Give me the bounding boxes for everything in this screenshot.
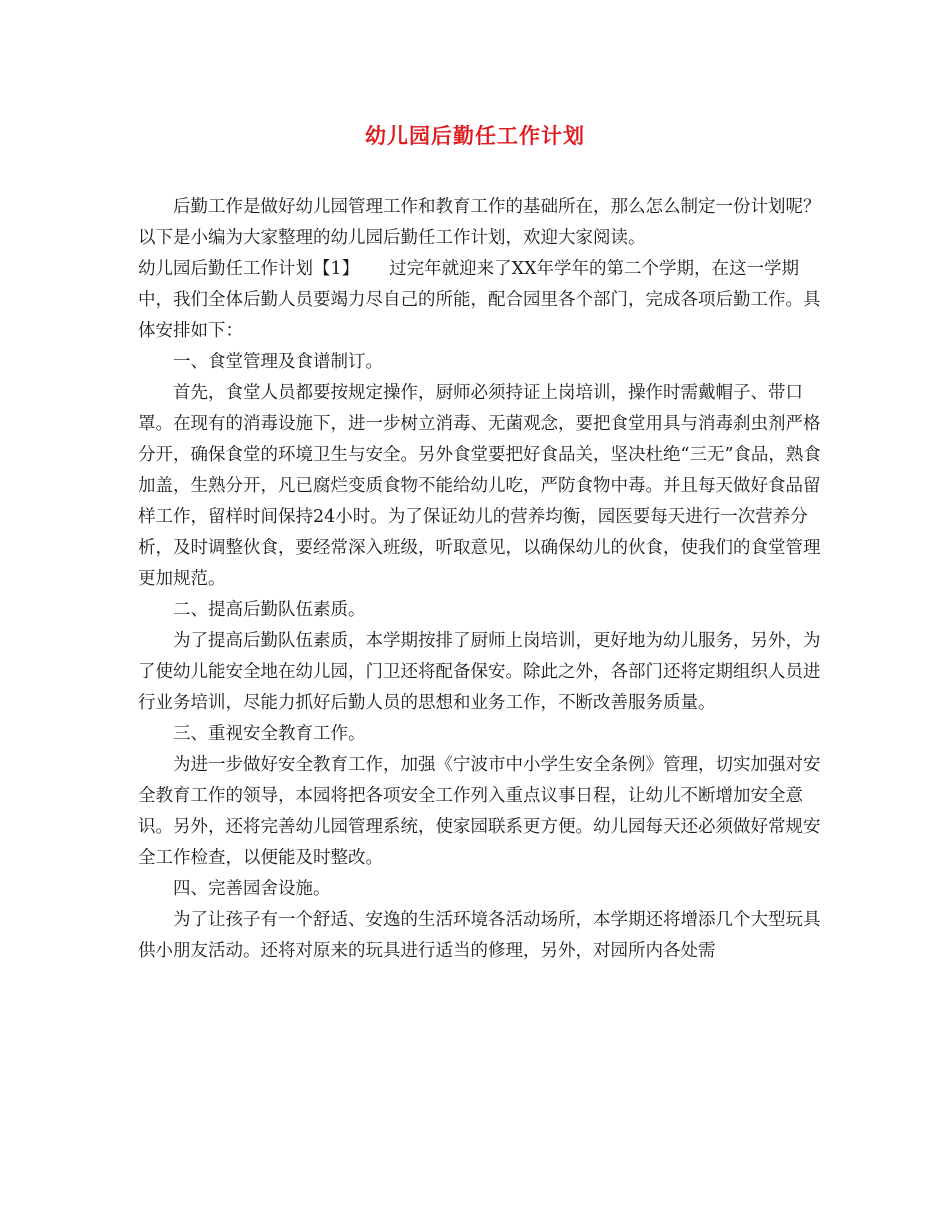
section-paragraph: [138, 254, 828, 347]
heading-facilities: 四、完善园舍设施。: [173, 879, 331, 899]
section-label: 幼儿园后勤任工作计划【1】: [138, 259, 360, 279]
paragraph-canteen: 首先，食堂人员都要按规定操作，厨师必须持证上岗培训，操作时需戴帽子、带口罩。在现有的消毒设施下，进一步树立消毒、无菌观念，要把食堂用具与消毒刹虫剂严格分开，确保食堂的环境卫生与安全。另外食堂要把好食品关，坚决杜绝“三无”食品，熟食加盖，生熟分开，凡已腐烂变质食物不能给幼儿吃，严防食物中毒。并且每天做好食品留样工作，留样时间保持24小时。为了保证幼儿的营养均衡，园医要每天进行一次营养分析，及时调整伙食，要经常深入班级，听取意见，以确保幼儿的伙食，使我们的食堂管理更加规范。: [138, 383, 821, 589]
section-opening: 过完年就迎来了XX年学年的第二个学期，在这一学期中，我们全体后勤人员要竭力尽自己的所能，配合园里各个部门，完成各项后勤工作。具体安排如下：: [138, 259, 821, 341]
heading-safety: 三、重视安全教育工作。: [173, 724, 366, 744]
paragraph-facilities: 为了让孩子有一个舒适、安逸的生活环境各活动场所，本学期还将增添几个大型玩具供小朋友活动。还将对原来的玩具进行适当的修理，另外，对园所内各处需: [138, 910, 821, 961]
heading-staff: 二、提高后勤队伍素质。: [173, 600, 366, 620]
heading-canteen: 一、食堂管理及食谱制订。: [173, 352, 383, 372]
paragraph-safety: 为进一步做好安全教育工作，加强《宁波市中小学生安全条例》管理，切实加强对安全教育工作的领导，本园将把各项安全工作列入重点议事日程，让幼儿不断增加安全意识。另外，还将完善幼儿园管理系统，使家园联系更方便。幼儿园每天还必须做好常规安全工作检查，以便能及时整改。: [138, 755, 821, 868]
document-title: 幼儿园后勤任工作计划: [365, 123, 585, 148]
paragraph-staff: 为了提高后勤队伍素质，本学期按排了厨师上岗培训，更好地为幼儿服务，另外，为了使幼儿能安全地在幼儿园，门卫还将配备保安。除此之外，各部门还将定期组织人员进行业务培训，尽能力抓好后勤人员的思想和业务工作，不断改善服务质量。: [138, 631, 821, 713]
document-body: [138, 192, 828, 967]
intro-paragraph: 后勤工作是做好幼儿园管理工作和教育工作的基础所在，那么怎么制定一份计划呢？以下是小编为大家整理的幼儿园后勤任工作计划，欢迎大家阅读。: [138, 197, 821, 248]
